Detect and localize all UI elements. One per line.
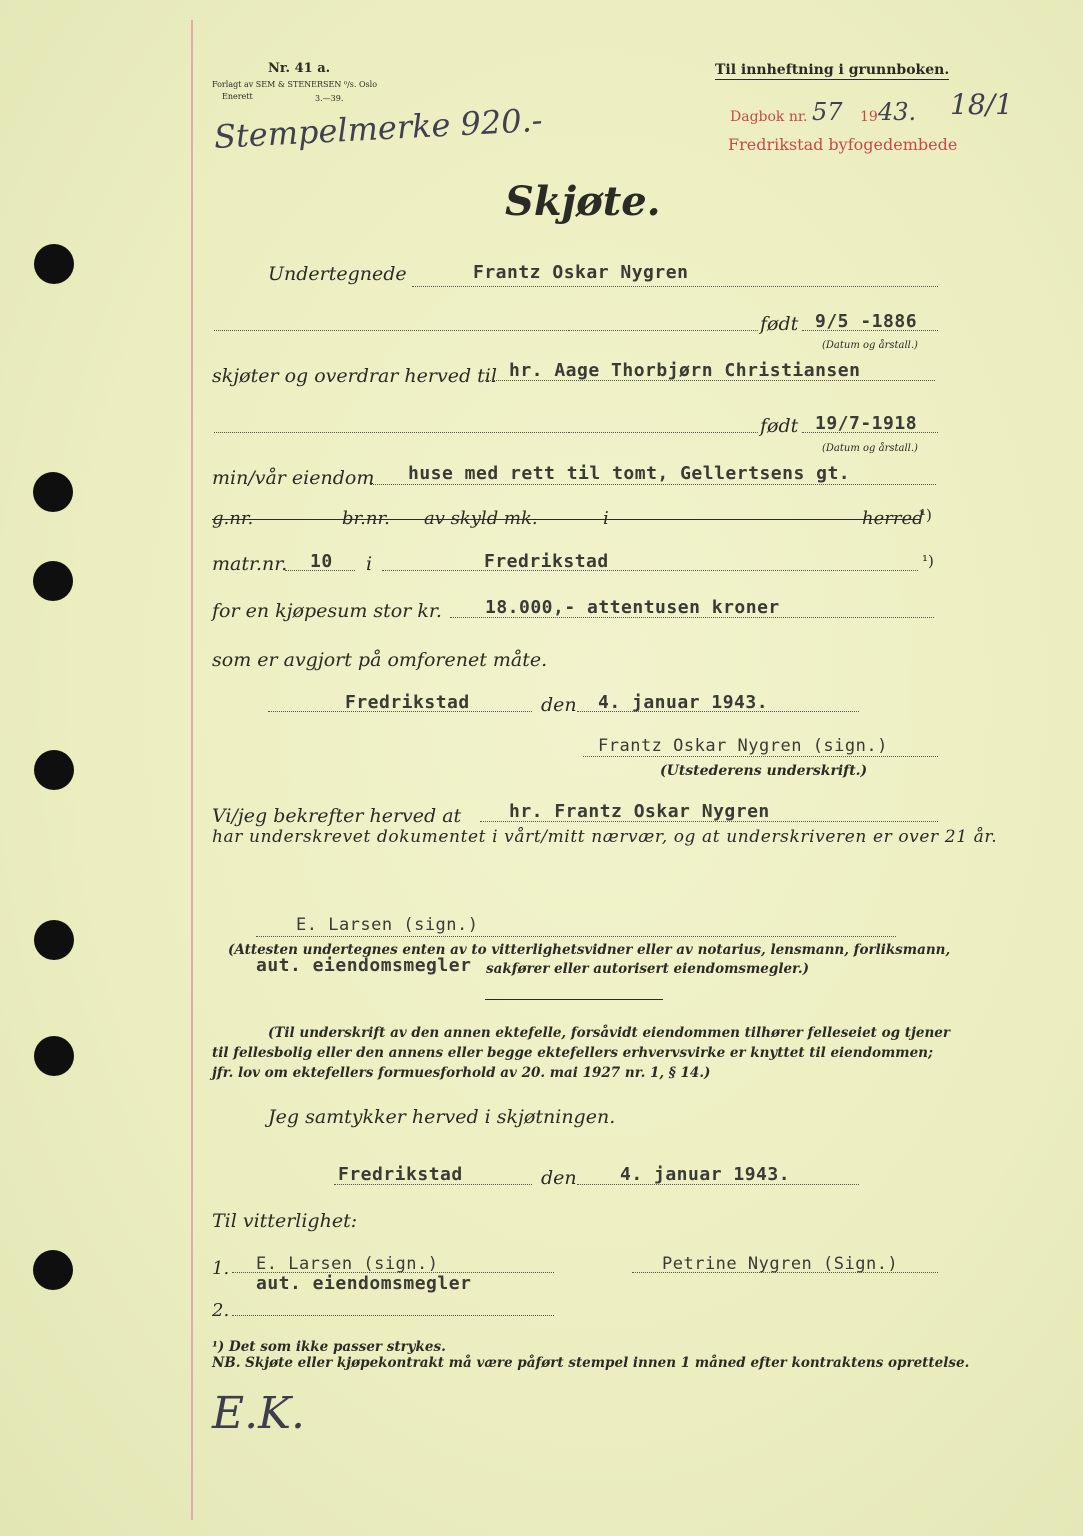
stamp-year: 43. [878, 98, 917, 126]
i-label: i [603, 508, 609, 529]
spouse-note-3: jfr. lov om ektefellers formuesforhold av 20. mai 1927 nr. 1, § 14.) [212, 1065, 711, 1081]
den-label: den [541, 694, 577, 716]
date-hint: (Datum og årstall.) [822, 443, 918, 454]
binding-note: Til innheftning i grunnboken. [715, 62, 950, 78]
stamp-office: Fredrikstad byfogedembede [728, 135, 958, 154]
attest-typed: aut. eiendomsmegler [256, 955, 472, 976]
fodt-label: født [760, 313, 799, 335]
i-label: i [366, 553, 373, 575]
w2-label: 2. [212, 1300, 230, 1321]
strike-line [212, 519, 920, 520]
leader-dots [370, 484, 936, 485]
den-label: den [541, 1167, 577, 1189]
fodt-label: født [760, 415, 799, 437]
footnote-2: NB. Skjøte eller kjøpekontrakt må være påført stempel innen 1 måned efter kontraktens oprettelse. [212, 1355, 970, 1371]
w1-title: aut. eiendomsmegler [256, 1273, 472, 1294]
seller-born: 9/5 -1886 [815, 311, 918, 332]
date-hint: (Datum og årstall.) [822, 340, 918, 351]
spouse-note-2: til fellesbolig eller den annens eller begge ektefellers erhvervsvirke er knyttet til eiendommen; [212, 1045, 933, 1061]
attest-note-2: sakfører eller autorisert eiendomsmegler.) [486, 961, 809, 977]
transfer-label: skjøter og overdrar herved til [212, 365, 497, 387]
punch-hole [33, 472, 73, 512]
confirm-label: Vi/jeg bekrefter herved at [212, 805, 462, 827]
skyld-label: av skyld mk. [424, 508, 538, 529]
spouse-signature: Petrine Nygren (Sign.) [662, 1254, 899, 1274]
property-label: min/vår eiendom [212, 467, 375, 489]
spouse-note-1: (Til underskrift av den annen ektefelle, forsåvidt eiendommen tilhører felleseiet og tjener [268, 1025, 950, 1041]
footnote-mark: ¹) [920, 506, 932, 524]
matr-place: Fredrikstad [484, 551, 609, 572]
margin-line [191, 20, 193, 1520]
place2: Fredrikstad [338, 1164, 463, 1185]
brnr-label: br.nr. [342, 508, 390, 529]
witness-signature: E. Larsen (sign.) [296, 915, 479, 935]
confirm-name: hr. Frantz Oskar Nygren [509, 801, 770, 822]
leader-dots [412, 286, 938, 287]
punch-hole [34, 750, 74, 790]
issuer-sig-label: (Utstederens underskrift.) [660, 763, 868, 779]
witness-heading: Til vitterlighet: [212, 1210, 358, 1232]
issuer-signature: Frantz Oskar Nygren (sign.) [598, 736, 888, 756]
herred-label: herred [862, 508, 924, 529]
gnr-label: g.nr. [212, 508, 254, 529]
w1-label: 1. [212, 1258, 230, 1279]
property-desc: huse med rett til tomt, Gellertsens gt. [408, 463, 851, 484]
publisher-enerett: Enerett [222, 92, 253, 101]
leader-dots [568, 330, 758, 331]
date1: 4. januar 1943. [598, 692, 769, 713]
place1: Fredrikstad [345, 692, 470, 713]
publisher-date: 3.—39. [315, 94, 344, 103]
consent-text: Jeg samtykker herved i skjøtningen. [268, 1106, 616, 1128]
stamp-fraction: 18/1 [950, 88, 1013, 121]
matr-label: matr.nr. [212, 553, 288, 575]
leader-dots [214, 330, 569, 331]
leader-dots [583, 756, 938, 757]
punch-hole [33, 1250, 73, 1290]
attest-note-1: (Attesten undertegnes enten av to vitterlighetsvidner eller av notarius, lensmann, forliksmann, [228, 942, 951, 958]
w1-name: E. Larsen (sign.) [256, 1254, 439, 1274]
leader-dots [232, 1315, 554, 1316]
settled-text: som er avgjort på omforenet måte. [212, 649, 548, 671]
seller-name: Frantz Oskar Nygren [473, 262, 689, 283]
handwritten-stamp-fee: Stempelmerke 920.- [213, 100, 544, 156]
publisher-line: Forlagt av SEM & STENERSEN ⁰/s. Oslo [212, 80, 378, 89]
footnote-mark: ¹) [922, 552, 934, 570]
leader-dots [568, 432, 758, 433]
footnote-1: ¹) Det som ikke passer strykes. [212, 1339, 446, 1355]
buyer-born: 19/7-1918 [815, 413, 918, 434]
punch-hole [33, 561, 73, 601]
date2: 4. januar 1943. [620, 1164, 791, 1185]
confirm-text: har underskrevet dokumentet i vårt/mitt nærvær, og at underskriveren er over 21 år. [212, 827, 998, 847]
price-label: for en kjøpesum stor kr. [212, 600, 442, 622]
stamp-dagbok-label: Dagbok nr. [730, 109, 808, 125]
punch-hole [34, 244, 74, 284]
stamp-year-prefix: 19 [860, 109, 878, 125]
price-value: 18.000,- attentusen kroner [485, 597, 780, 618]
undertegnede-label: Undertegnede [268, 263, 407, 285]
stamp-number: 57 [812, 98, 843, 126]
leader-dots [256, 936, 896, 937]
separator-line [485, 999, 663, 1000]
form-number: Nr. 41 a. [268, 61, 331, 76]
leader-dots [382, 570, 918, 571]
handwritten-initials: E.K. [212, 1388, 305, 1439]
punch-hole [34, 920, 74, 960]
document-title: Skjøte. [505, 178, 661, 225]
buyer-name: hr. Aage Thorbjørn Christiansen [509, 360, 861, 381]
punch-hole [34, 1036, 74, 1076]
matr-number: 10 [310, 551, 333, 572]
leader-dots [214, 432, 569, 433]
